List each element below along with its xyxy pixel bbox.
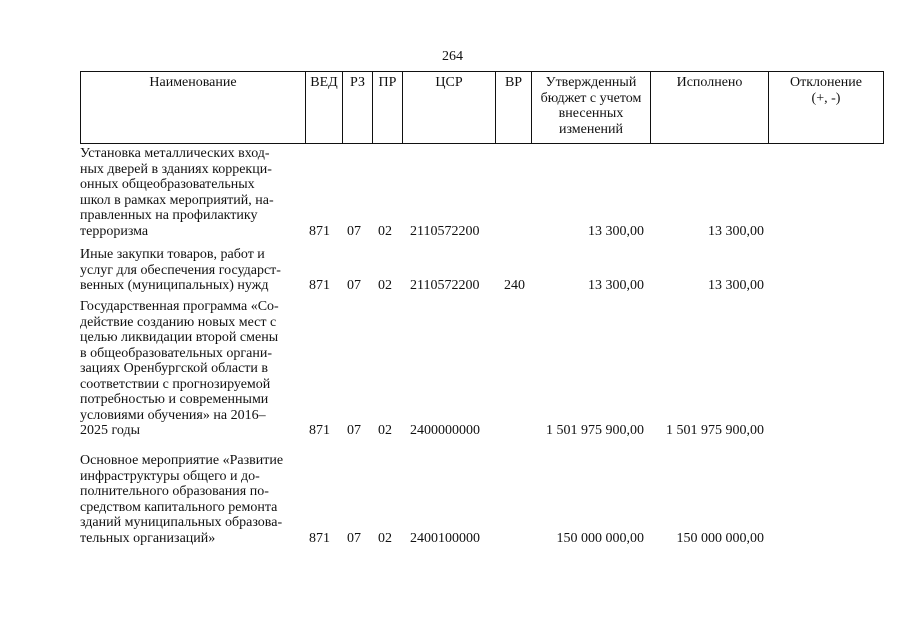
- cell-executed: 150 000 000,00: [676, 530, 764, 546]
- row-name: [80, 247, 305, 294]
- cell-executed: 13 300,00: [708, 223, 764, 239]
- cell-ved: 871: [309, 423, 330, 438]
- cell-pr: 02: [378, 278, 392, 293]
- page-number: 264: [442, 49, 463, 64]
- row-name-line: средством капитального ремонта: [80, 499, 278, 515]
- cell-csr: 2400100000: [410, 530, 480, 546]
- row-name: [80, 453, 305, 546]
- row-name-line: ных дверей в зданиях коррекци-: [80, 161, 272, 177]
- cell-csr: 2400000000: [410, 423, 480, 438]
- row-name-line: Иные закупки товаров, работ и: [80, 247, 265, 262]
- cell-ved: 871: [309, 278, 330, 293]
- row-name-line: венных (муниципальных) нужд: [80, 278, 269, 293]
- header-budget-line: внесенных: [558, 106, 624, 121]
- row-name-line: тельных организаций»: [80, 530, 216, 546]
- cell-executed: 13 300,00: [708, 278, 764, 293]
- row-name: [80, 299, 305, 439]
- header-budget-line: бюджет с учетом: [540, 90, 642, 106]
- row-name-line: Государственная программа «Со-: [80, 299, 279, 314]
- cell-budget: 150 000 000,00: [556, 530, 644, 546]
- row-name-line: условиями обучения» на 2016–: [80, 407, 266, 423]
- row-name-line: правленных на профилактику: [80, 208, 258, 223]
- cell-budget: 13 300,00: [588, 278, 644, 293]
- cell-budget: 13 300,00: [588, 223, 644, 239]
- cell-rz: 07: [347, 423, 361, 438]
- row-name-line: услуг для обеспечения государст-: [80, 262, 281, 278]
- row-name-line: в общеобразовательных органи-: [80, 345, 272, 361]
- row-name-line: зациях Оренбургской области в: [80, 361, 269, 376]
- cell-executed: 1 501 975 900,00: [666, 423, 764, 438]
- cell-rz: 07: [347, 223, 361, 239]
- header-budget-line: изменений: [558, 121, 624, 137]
- header-rz: РЗ: [343, 72, 373, 143]
- header-deviation-line: Отклонение: [790, 75, 862, 90]
- cell-pr: 02: [378, 423, 392, 438]
- cell-pr: 02: [378, 530, 392, 546]
- cell-pr: 02: [378, 223, 392, 239]
- header-vr: ВР: [496, 72, 532, 143]
- row-name-line: терроризма: [80, 223, 149, 239]
- row-name-line: онных общеобразовательных: [80, 177, 255, 192]
- row-name-line: потребностью и современными: [80, 392, 269, 407]
- cell-budget: 1 501 975 900,00: [546, 423, 644, 438]
- header-name: Наименование: [81, 72, 306, 143]
- cell-ved: 871: [309, 223, 330, 239]
- cell-vr: 240: [504, 278, 525, 293]
- header-deviation-line: (+, -): [811, 90, 841, 106]
- header-ved: ВЕД: [306, 72, 343, 143]
- row-name-line: Основное мероприятие «Развитие: [80, 453, 284, 468]
- row-name-line: зданий муниципальных образова-: [80, 515, 283, 530]
- header-csr: ЦСР: [403, 72, 496, 143]
- header-budget-line: Утвержденный: [545, 75, 637, 90]
- cell-csr: 2110572200: [410, 278, 480, 293]
- row-name-line: школ в рамках мероприятий, на-: [80, 192, 274, 208]
- row-name-line: полнительного образования по-: [80, 484, 269, 499]
- row-name-line: инфраструктуры общего и до-: [80, 468, 260, 484]
- row-name-line: 2025 годы: [80, 423, 141, 438]
- row-name-line: целью ликвидации второй смены: [80, 330, 279, 345]
- cell-rz: 07: [347, 278, 361, 293]
- header-deviation: [769, 72, 883, 143]
- row-name-line: соответствии с прогнозируемой: [80, 376, 271, 392]
- table-header: [80, 71, 884, 144]
- header-budget: [532, 72, 651, 143]
- header-executed: Исполнено: [651, 72, 769, 143]
- row-name: [80, 146, 305, 239]
- cell-csr: 2110572200: [410, 223, 480, 239]
- row-name-line: Установка металлических вход-: [80, 146, 270, 161]
- cell-rz: 07: [347, 530, 361, 546]
- header-pr: ПР: [373, 72, 403, 143]
- row-name-line: действие созданию новых мест с: [80, 314, 277, 330]
- cell-ved: 871: [309, 530, 330, 546]
